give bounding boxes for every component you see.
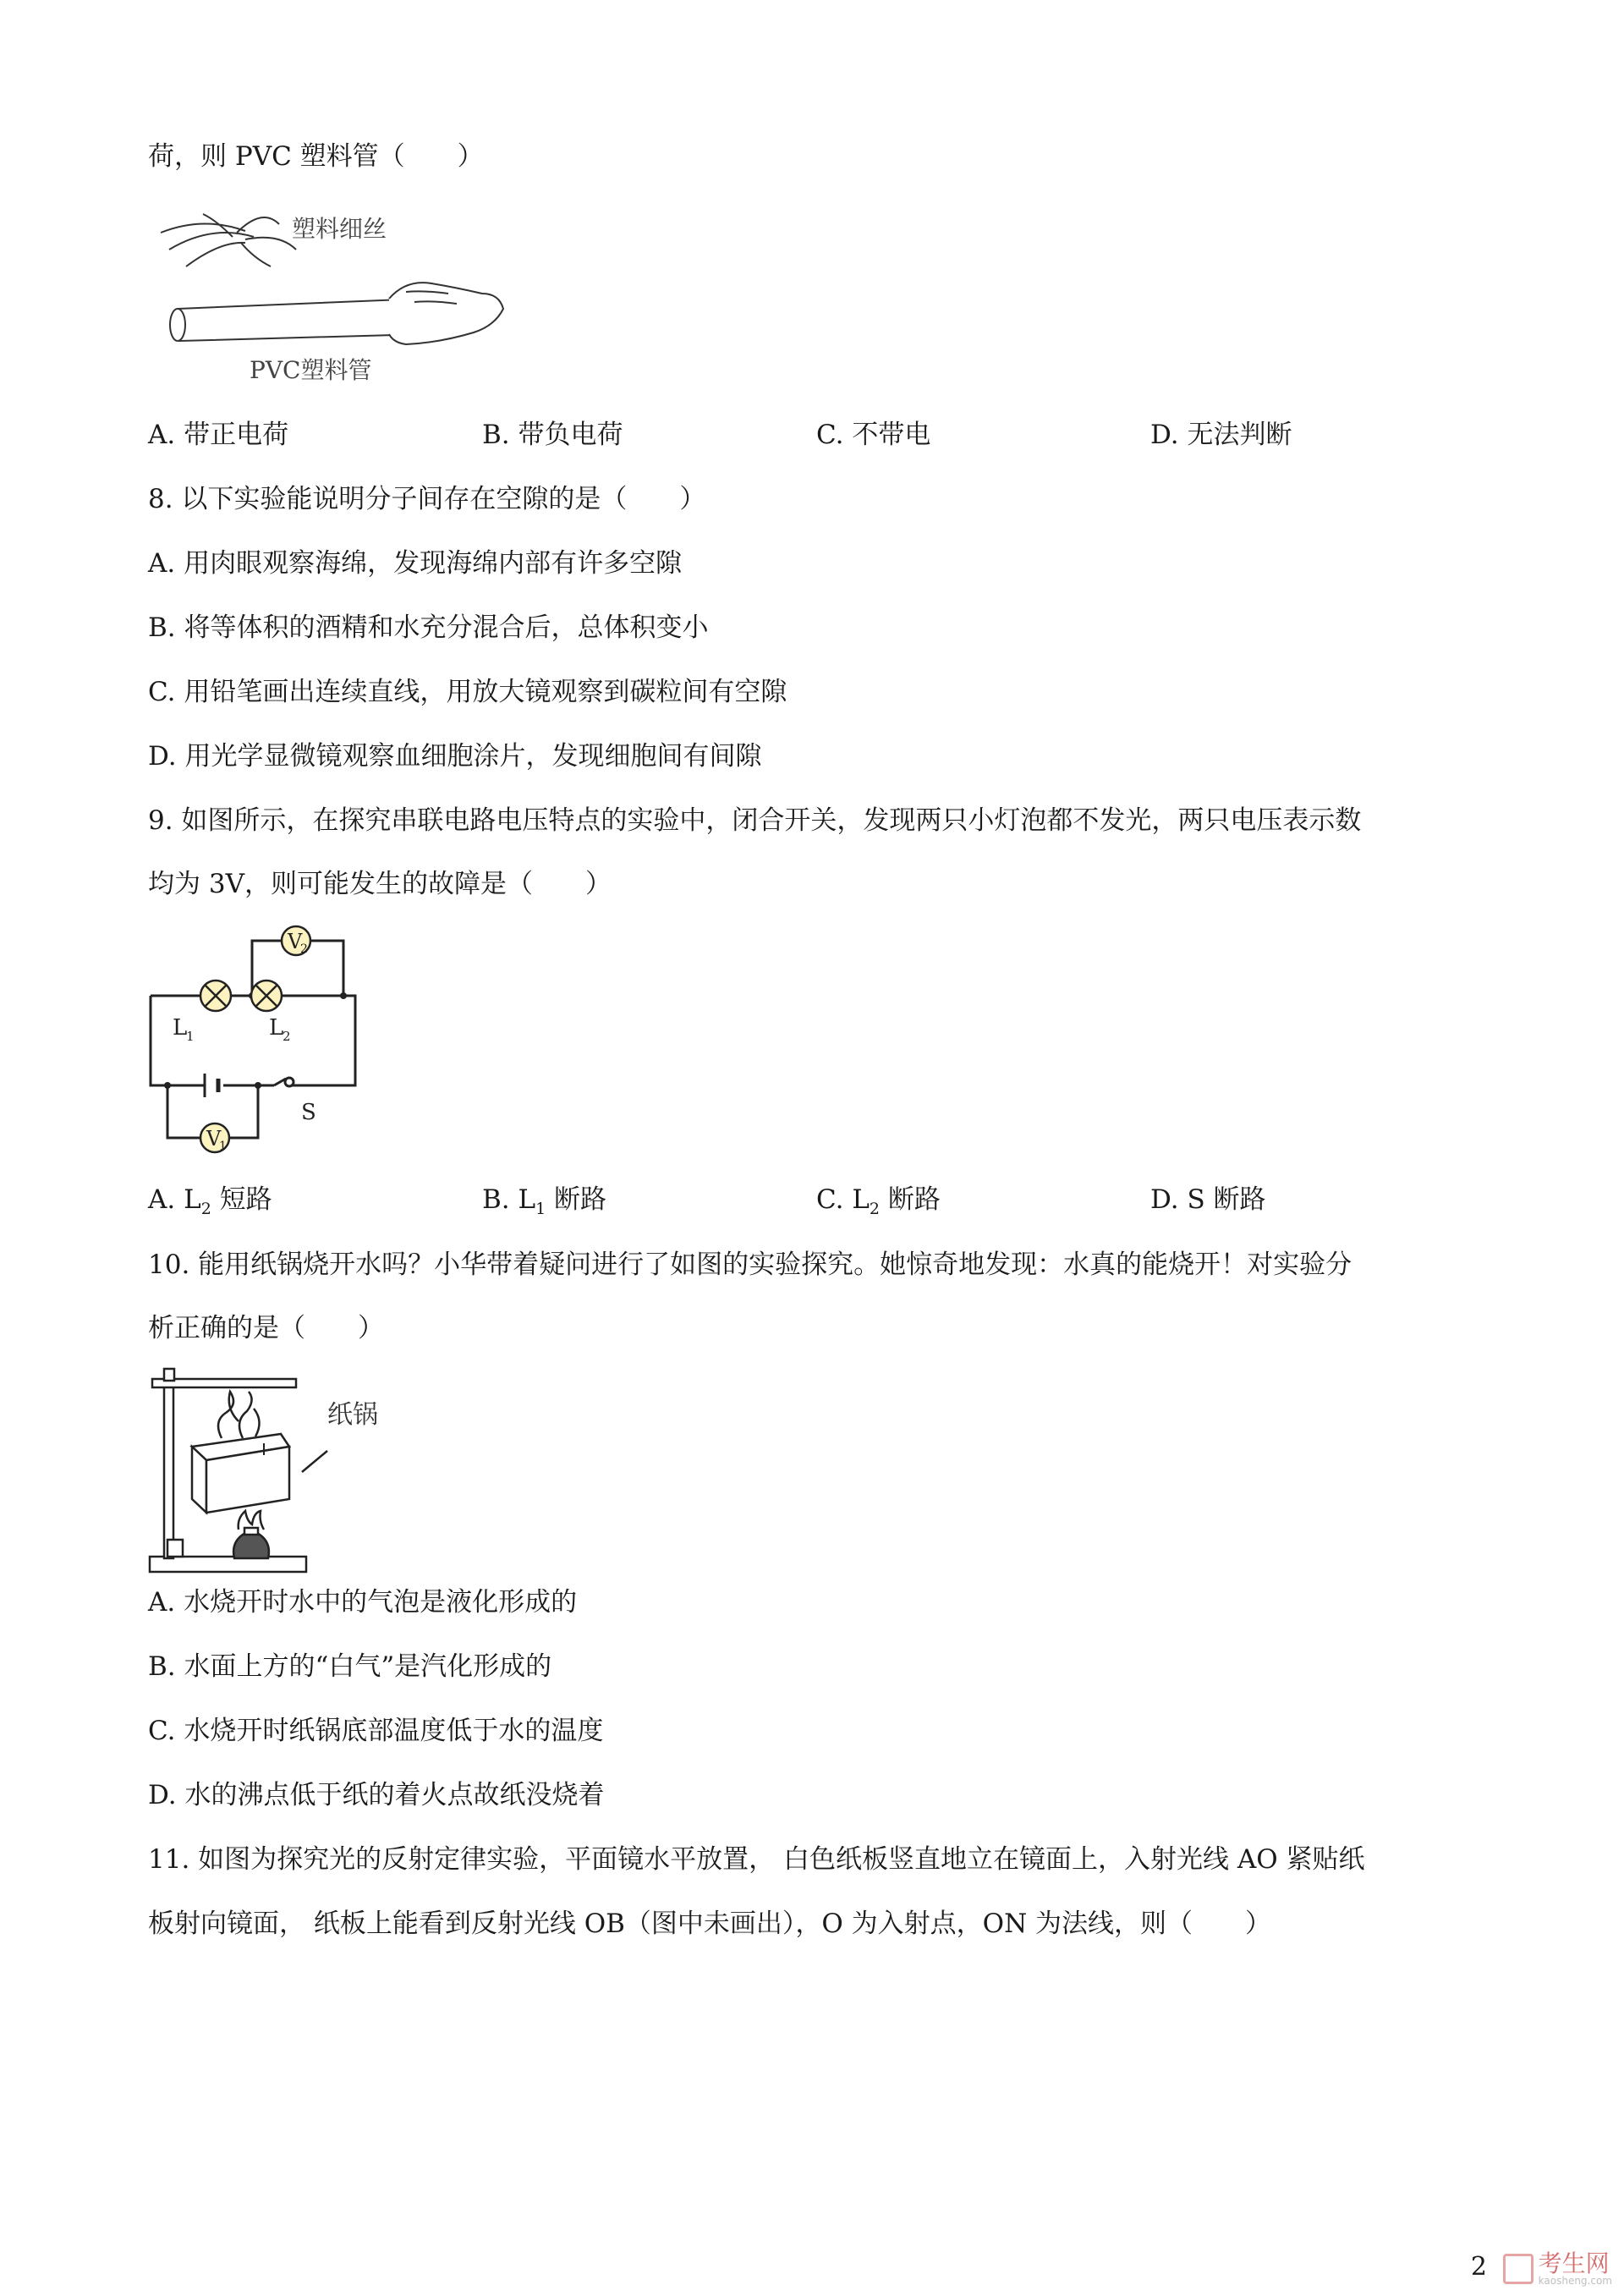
lamp-labels <box>173 1015 316 1125</box>
q9-option-a: A. $L_2$ 短路 <box>148 1184 272 1219</box>
lamp-l2-icon <box>251 980 282 1011</box>
q7-option-a: A. 带正电荷 <box>148 420 289 450</box>
watermark-name: 考生网 <box>1538 2249 1610 2277</box>
q10-option-c: C. 水烧开时纸锅底部温度低于水的温度 <box>148 1716 604 1746</box>
svg-text:S: S <box>301 1100 316 1125</box>
q8-option-b: B. 将等体积的酒精和水充分混合后，总体积变小 <box>148 612 709 643</box>
q7-option-d: D. 无法判断 <box>1150 420 1292 450</box>
voltmeter-v2-icon <box>282 926 310 956</box>
plastic-strands-drawing <box>161 214 296 266</box>
q9-option-c: C. $L_2$ 断路 <box>816 1184 941 1219</box>
switch-icon <box>274 1078 294 1086</box>
q8-option-c: C. 用铅笔画出连续直线，用放大镜观察到碳粒间有空隙 <box>148 677 787 707</box>
svg-text:1: 1 <box>219 1140 227 1153</box>
page-number: 2 <box>1470 2252 1487 2282</box>
q9-circuit-figure <box>144 918 364 1155</box>
q7-label-pipe: PVC塑料管 <box>250 356 372 384</box>
svg-text:2: 2 <box>300 942 308 956</box>
q7-figure <box>152 199 524 393</box>
lamp-l1-icon <box>200 980 231 1011</box>
watermark-logo <box>1503 2249 1612 2287</box>
svg-text:V: V <box>288 930 303 953</box>
q10-option-a: A. 水烧开时水中的气泡是液化形成的 <box>148 1587 578 1618</box>
svg-text:2: 2 <box>283 1029 291 1044</box>
q8-option-a: A. 用肉眼观察海绵，发现海绵内部有许多空隙 <box>148 548 683 579</box>
q7-option-b: B. 带负电荷 <box>482 420 623 450</box>
q7-option-c: C. 不带电 <box>816 420 931 450</box>
q9-stem-line2: 均为 3V，则可能发生的故障是（ ） <box>148 869 612 899</box>
paper-pot-drawing <box>192 1434 289 1513</box>
q7-stem-tail: 荷，则 PVC 塑料管（ ） <box>148 141 484 172</box>
svg-text:V: V <box>206 1127 222 1151</box>
q10-paper-pot-figure <box>145 1362 408 1578</box>
svg-text:L: L <box>269 1015 284 1041</box>
watermark-url: kaosheng.com <box>1538 2275 1612 2287</box>
q10-label-paper-pot: 纸锅 <box>327 1400 378 1430</box>
q10-stem-line2: 析正确的是（ ） <box>148 1313 384 1343</box>
q7-label-strands: 塑料细丝 <box>292 215 387 243</box>
q9-option-d: D. S 断路 <box>1150 1184 1266 1215</box>
q9-option-b: B. $L_1$ 断路 <box>482 1184 607 1219</box>
q10-stem-line1: 10. 能用纸锅烧开水吗？小华带着疑问进行了如图的实验探究。她惊奇地发现：水真的能烧开！对实验分 <box>148 1250 1352 1280</box>
q11-stem-line2: 板射向镜面， 纸板上能看到反射光线 OB（图中未画出），O 为入射点，ON 为法线，则（ ） <box>148 1909 1272 1939</box>
svg-text:1: 1 <box>186 1029 195 1044</box>
watermark-mark-icon <box>1503 2254 1533 2284</box>
alcohol-lamp-drawing <box>233 1511 269 1558</box>
q8-option-d: D. 用光学显微镜观察血细胞涂片，发现细胞间有间隙 <box>148 741 762 772</box>
q8-stem: 8. 以下实验能说明分子间存在空隙的是（ ） <box>148 484 706 514</box>
pvc-pipe-drawing <box>170 283 503 344</box>
q9-stem-line1: 9. 如图所示，在探究串联电路电压特点的实验中，闭合开关，发现两只小灯泡都不发光，两只电压表示数 <box>148 805 1362 836</box>
battery-icon <box>205 1074 218 1097</box>
q10-option-d: D. 水的沸点低于纸的着火点故纸没烧着 <box>148 1780 605 1810</box>
voltmeter-v1-icon <box>200 1123 229 1153</box>
steam-drawing <box>218 1392 260 1438</box>
q10-option-b: B. 水面上方的“白气”是汽化形成的 <box>148 1651 552 1682</box>
svg-text:L: L <box>173 1015 188 1041</box>
q11-stem-line1: 11. 如图为探究光的反射定律实验，平面镜水平放置， 白色纸板竖直地立在镜面上，入射光线 AO 紧贴纸 <box>148 1844 1365 1875</box>
